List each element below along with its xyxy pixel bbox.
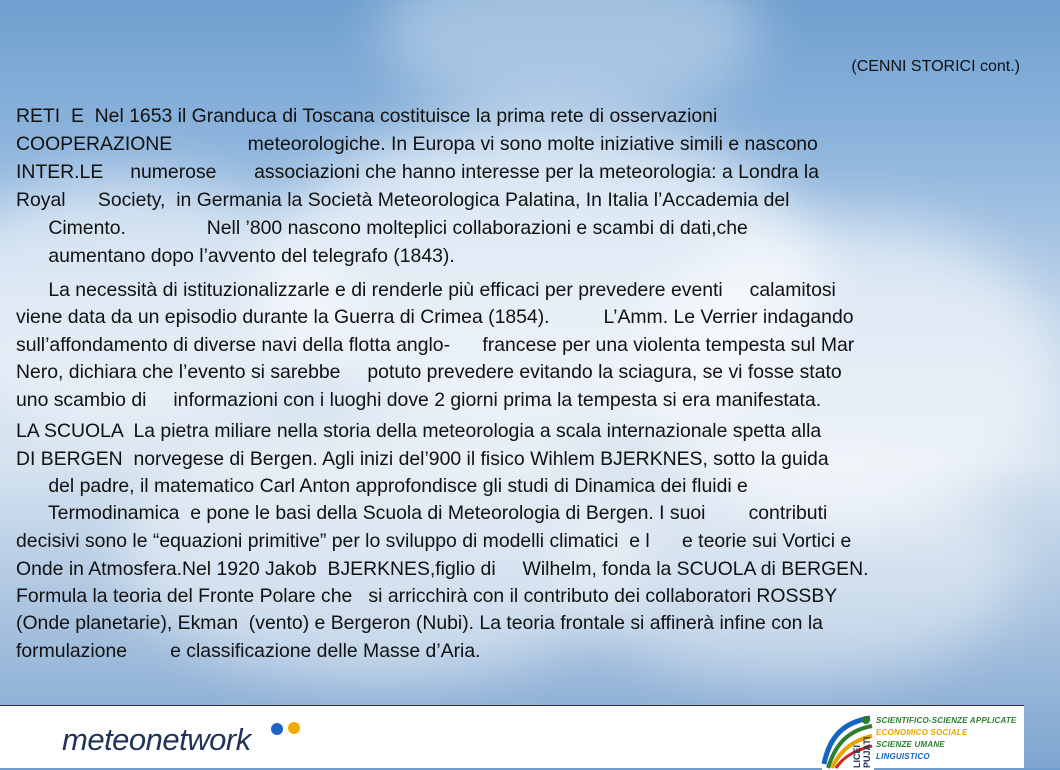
text-line: formulazione e classificazione delle Masse d’Aria. [16, 640, 481, 662]
footer-bar [0, 706, 1024, 768]
school-track-label: SCIENZE UMANE [876, 740, 945, 749]
text-line: sull’affondamento di diverse navi della flotta anglo- francese per una violenta tempesta sul Mar [16, 334, 855, 356]
text-line: Cimento. Nell ’800 nascono molteplici collaborazioni e scambi di dati,che [16, 217, 748, 239]
school-logo [822, 714, 1022, 770]
section-continuation-label: (CENNI STORICI cont.) [851, 58, 1020, 75]
text-line: Termodinamica e pone le basi della Scuola di Meteorologia di Bergen. I suoi contributi [16, 502, 828, 524]
meteonetwork-logo-text: meteonetwork [62, 722, 251, 757]
text-line: del padre, il matematico Carl Anton approfondisce gli studi di Dinamica dei fluidi e [16, 475, 748, 497]
text-line: LA SCUOLA La pietra miliare nella storia della meteorologia a scala internazionale spetta alla [16, 420, 822, 442]
text-line: Onde in Atmosfera.Nel 1920 Jakob BJERKNES,figlio di Wilhelm, fonda la SCUOLA di BERGEN. [16, 558, 869, 580]
text-line: DI BERGEN norvegese di Bergen. Agli inizi del’900 il fisico Wihlem BJERKNES, sotto la guida [16, 448, 829, 470]
school-track-label: SCIENTIFICO-SCIENZE APPLICATE [876, 716, 1017, 725]
school-name-vertical: LICEI PUJATI [852, 736, 872, 768]
school-track-label: ECONOMICO SOCIALE [876, 728, 968, 737]
school-track-label: LINGUISTICO [876, 752, 930, 761]
text-line: Royal Society, in Germania la Società Meteorologica Palatina, In Italia l’Accademia del [16, 189, 790, 211]
text-line: RETI E Nel 1653 il Granduca di Toscana costituisce la prima rete di osservazioni [16, 105, 718, 127]
text-line: uno scambio di informazioni con i luoghi dove 2 giorni prima la tempesta si era manifestata. [16, 389, 822, 411]
text-line: (Onde planetarie), Ekman (vento) e Bergeron (Nubi). La teoria frontale si affinerà infine con la [16, 612, 823, 634]
text-line: INTER.LE numerose associazioni che hanno interesse per la meteorologia: a Londra la [16, 161, 819, 183]
logo-dots-icon [270, 720, 304, 738]
text-line: COOPERAZIONE meteorologiche. In Europa vi sono molte iniziative simili e nascono [16, 133, 818, 155]
text-line: aumentano dopo l’avvento del telegrafo (1843). [16, 245, 455, 267]
text-line: Nero, dichiara che l’evento si sarebbe potuto prevedere evitando la sciagura, se vi fosse stato [16, 361, 842, 383]
text-line: viene data da un episodio durante la Guerra di Crimea (1854). L’Amm. Le Verrier indagando [16, 306, 854, 328]
text-line: La necessità di istituzionalizzarle e di renderle più efficaci per prevedere eventi calamitosi [16, 279, 836, 301]
text-line: Formula la teoria del Fronte Polare che si arricchirà con il contributo dei collaboratori ROSSBY [16, 585, 838, 607]
cloud-shape [380, 0, 760, 120]
text-line: decisivi sono le “equazioni primitive” per lo sviluppo di modelli climatici e l e teorie sui Vortici e [16, 530, 852, 552]
